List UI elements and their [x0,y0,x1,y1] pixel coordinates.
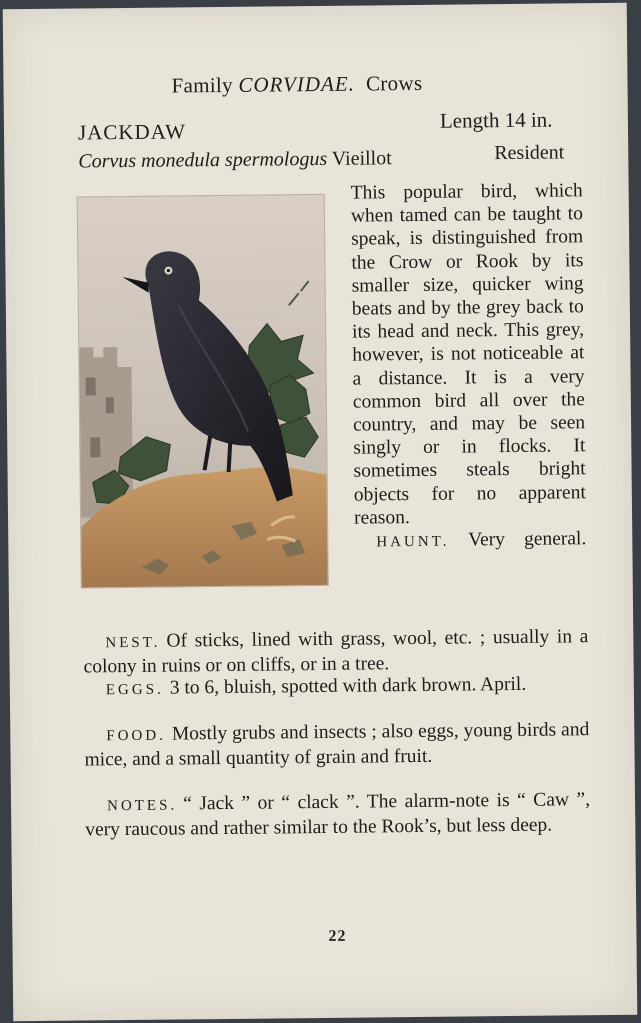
haunt-section [354,527,586,555]
eggs-text: 3 to 6, bluish, spotted with dark brown. April. [169,673,527,699]
species-status: Resident [494,141,565,165]
species-latin-name [78,147,392,173]
family-heading [171,71,422,99]
food-text: Mostly grubs and insects ; also eggs, young birds and mice, and a small quantity of grain and fruit. [84,719,590,771]
book-page [3,3,638,1021]
haunt-label: HAUNT. [376,533,450,551]
nest-text: Of sticks, lined with grass, wool, etc. ; usually in a colony in ruins or on cliffs, or in a tree. [83,626,589,678]
latin-authority: Vieillot [331,147,392,170]
eggs-section [84,672,589,702]
family-scientific-name: CORVIDAE. [238,71,356,97]
description-text: This popular bird, which when tamed can be taught to speak, is distinguished from the Crow or Rook by its smaller size, quicker wing beats and by the grey back to its head and neck. This grey, however, is not noticeable at a distance. It is a very common bird all over the country, and may be seen singly or in flocks. It sometimes steals bright objects for no apparent reason. [350,180,586,529]
food-section [84,718,589,772]
haunt-text: Very general. [468,528,587,551]
eggs-label: EGGS. [105,681,164,699]
page-number: 22 [328,927,347,945]
species-length: Length 14 in. [439,107,553,133]
species-name: JACKDAW [77,119,187,145]
nest-label: NEST. [105,634,161,652]
latin-binomial: Corvus monedula spermologus [78,147,328,173]
notes-text: “ Jack ” or “ clack ”. The alarm-note is “ Caw ”, very raucous and rather similar to the Rook’s, but less deep. [85,789,591,841]
notes-label: NOTES. [106,797,178,815]
nest-section [83,625,588,679]
food-label: FOOD. [106,727,167,745]
species-description [351,179,587,555]
family-common-name: Crows [365,70,423,96]
family-prefix: Family [171,72,233,98]
jackdaw-illustration [77,194,329,589]
notes-section [85,788,590,842]
